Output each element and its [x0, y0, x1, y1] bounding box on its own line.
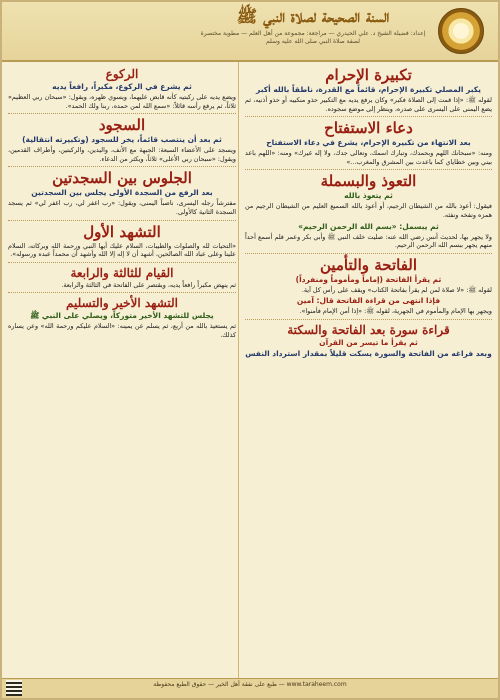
subheading-takbeer: يكبر المصلي تكبيرة الإحرام، قائماً مع القدرة، ناطقاً بالله أكبر	[256, 85, 481, 94]
text-taawwudh: فيقول: أعوذ بالله من الشيطان الرجيم، أو أعوذ بالله السميع العليم من الشيطان الرجيم من همزه ونفخه ونفثه.	[245, 202, 492, 219]
divider	[245, 253, 492, 254]
subheading-ameen: فإذا انتهى من قراءة الفاتحة قال: آمين	[296, 296, 441, 306]
divider	[8, 113, 236, 114]
divider	[8, 166, 236, 167]
divider	[8, 262, 236, 263]
text-fatiha: لقوله ﷺ: «لا صلاة لمن لم يقرأ بفاتحة الكتاب» ويقف على رأس كل آية.	[301, 285, 492, 294]
text-qiyam: ثم ينهض مكبراً رافعاً يديه، ويقتصر على الفاتحة في الثالثة والرابعة.	[61, 280, 236, 289]
text-tashahhud-last: ثم يستعيذ بالله من أربع، ثم يسلم عن يمينه: «السلام عليكم ورحمة الله» وعن يساره كذلك.	[8, 322, 236, 339]
text-basmala: ولا يجهر بها، لحديث أنس رضي الله عنه: صليت خلف النبي ﷺ وأبي بكر وعمر فلم أسمع أحداً منهم يجهر ببسم الله الرحمن الرحيم.	[245, 232, 492, 250]
heading-fatiha: الفاتحة والتأمين	[319, 255, 418, 274]
text-istiftah: ومنه: «سبحانك اللهم وبحمدك، وتبارك اسمك، وتعالى جدك، ولا إله غيرك» ومنه: «اللهم باعد بيني وبين خطاياي كما باعدت بين المشرق والمغرب...»	[245, 149, 492, 166]
left-column	[2, 62, 242, 678]
heading-taawwudh: التعوذ والبسملة	[320, 172, 417, 191]
divider	[245, 116, 492, 117]
text-sujood: ويسجد على الأعضاء السبعة: الجبهة مع الأنف، واليدين، والركبتين، وأطراف القدمين، ويقول: «سبحان ربي الأعلى» ثلاثاً، ويكثر من الدعاء.	[8, 146, 236, 163]
heading-surah: قراءة سورة بعد الفاتحة والسكتة	[287, 322, 450, 337]
qr-code-icon	[6, 680, 22, 696]
text-ameen: ويجهر بها الإمام والمأموم في الجهرية، لقوله ﷺ: «إذا أمن الإمام فأمنوا».	[299, 307, 492, 316]
heading-takbeer: تكبيرة الإحرام	[325, 66, 412, 84]
footer-text: www.taraheem.com — طبع على نفقة أهل الخير — حقوق الطبع محفوظة	[153, 681, 347, 688]
subheading-saktah: وبعد فراغه من الفاتحة والسورة يسكت قليلاً بمقدار استرداد النفس	[245, 348, 492, 358]
subheading-julus: بعد الرفع من السجدة الأولى يجلس بين السجدتين	[31, 188, 213, 198]
page-subtitle: إعداد: فضيلة الشيخ د. علي الحيدري — مراجعة: مجموعة من أهل العلم — مطوية مختصرة لصفة صلاة النبي صلى الله عليه وسلم	[200, 30, 426, 45]
heading-qiyam: القيام للثالثة والرابعة	[70, 265, 174, 280]
seal-emblem	[438, 8, 484, 54]
subheading-istiftah: بعد الانتهاء من تكبيرة الإحرام، يشرع في دعاء الاستفتاح	[266, 138, 471, 148]
divider	[245, 169, 492, 170]
divider	[8, 292, 236, 293]
heading-rukoo: الركوع	[105, 67, 139, 81]
divider	[8, 220, 236, 221]
subheading-fatiha: ثم يقرأ الفاتحة (إماماً ومأموماً ومنفرداً)	[295, 274, 442, 284]
subheading-taawwudh: ثم يتعوذ بالله	[344, 191, 393, 201]
heading-tashahhud-last: التشهد الأخير والتسليم	[65, 296, 179, 311]
subheading-rukoo: ثم يشرع في الركوع، مكبراً، رافعاً يديه	[52, 82, 192, 91]
subheading-basmala: ثم يبسمل: «بسم الله الرحمن الرحيم»	[298, 221, 439, 231]
page-title: السنة الصحيحة لصلاة النبي ﷺ	[236, 7, 390, 27]
subheading-tashahhud-last: يجلس للتشهد الأخير متوركاً، ويصلي على النبي ﷺ	[30, 311, 214, 321]
divider	[245, 319, 492, 320]
text-takbeer: لقوله ﷺ: «إذا قمت إلى الصلاة فكبر» وكان يرفع يديه مع التكبير حذو منكبيه أو حذو أذنيه، ثم يضع اليمنى على اليسرى على صدره، وينظر إلى موضع سجوده.	[245, 96, 492, 113]
header-banner	[2, 2, 498, 62]
heading-sujood: السجود	[98, 116, 146, 135]
text-julus: مفترشاً رجله اليسرى، ناصباً اليمنى، ويقول: «رب اغفر لي، رب اغفر لي» ثم يسجد السجدة الثانية كالأولى.	[8, 199, 236, 216]
right-column	[238, 62, 498, 678]
heading-tashahhud-first: التشهد الأول	[83, 222, 161, 241]
subheading-sujood: ثم بعد أن ينتصب قائماً، يخر للسجود (وتكبيرته انتقالية)	[22, 135, 222, 145]
subheading-surah: ثم يقرأ ما تيسر من القرآن	[319, 337, 418, 347]
footer	[2, 678, 498, 698]
heading-julus: الجلوس بين السجدتين	[52, 169, 192, 188]
heading-istiftah: دعاء الاستفتاح	[324, 119, 413, 138]
text-rukoo: ويضع يديه على ركبتيه كأنه قابض عليهما، ويسوي ظهره، ويقول: «سبحان ربي العظيم» ثلاثاً، ثم يرفع رأسه قائلاً: «سمع الله لمن حمده، ربنا ولك الحمد».	[8, 93, 236, 110]
text-tashahhud-first: «التحيات لله والصلوات والطيبات، السلام عليك أيها النبي ورحمة الله وبركاته، السلام علينا وعلى عباد الله الصالحين، أشهد أن لا إله إلا الله وأشهد أن محمداً عبده ورسوله».	[8, 241, 236, 259]
